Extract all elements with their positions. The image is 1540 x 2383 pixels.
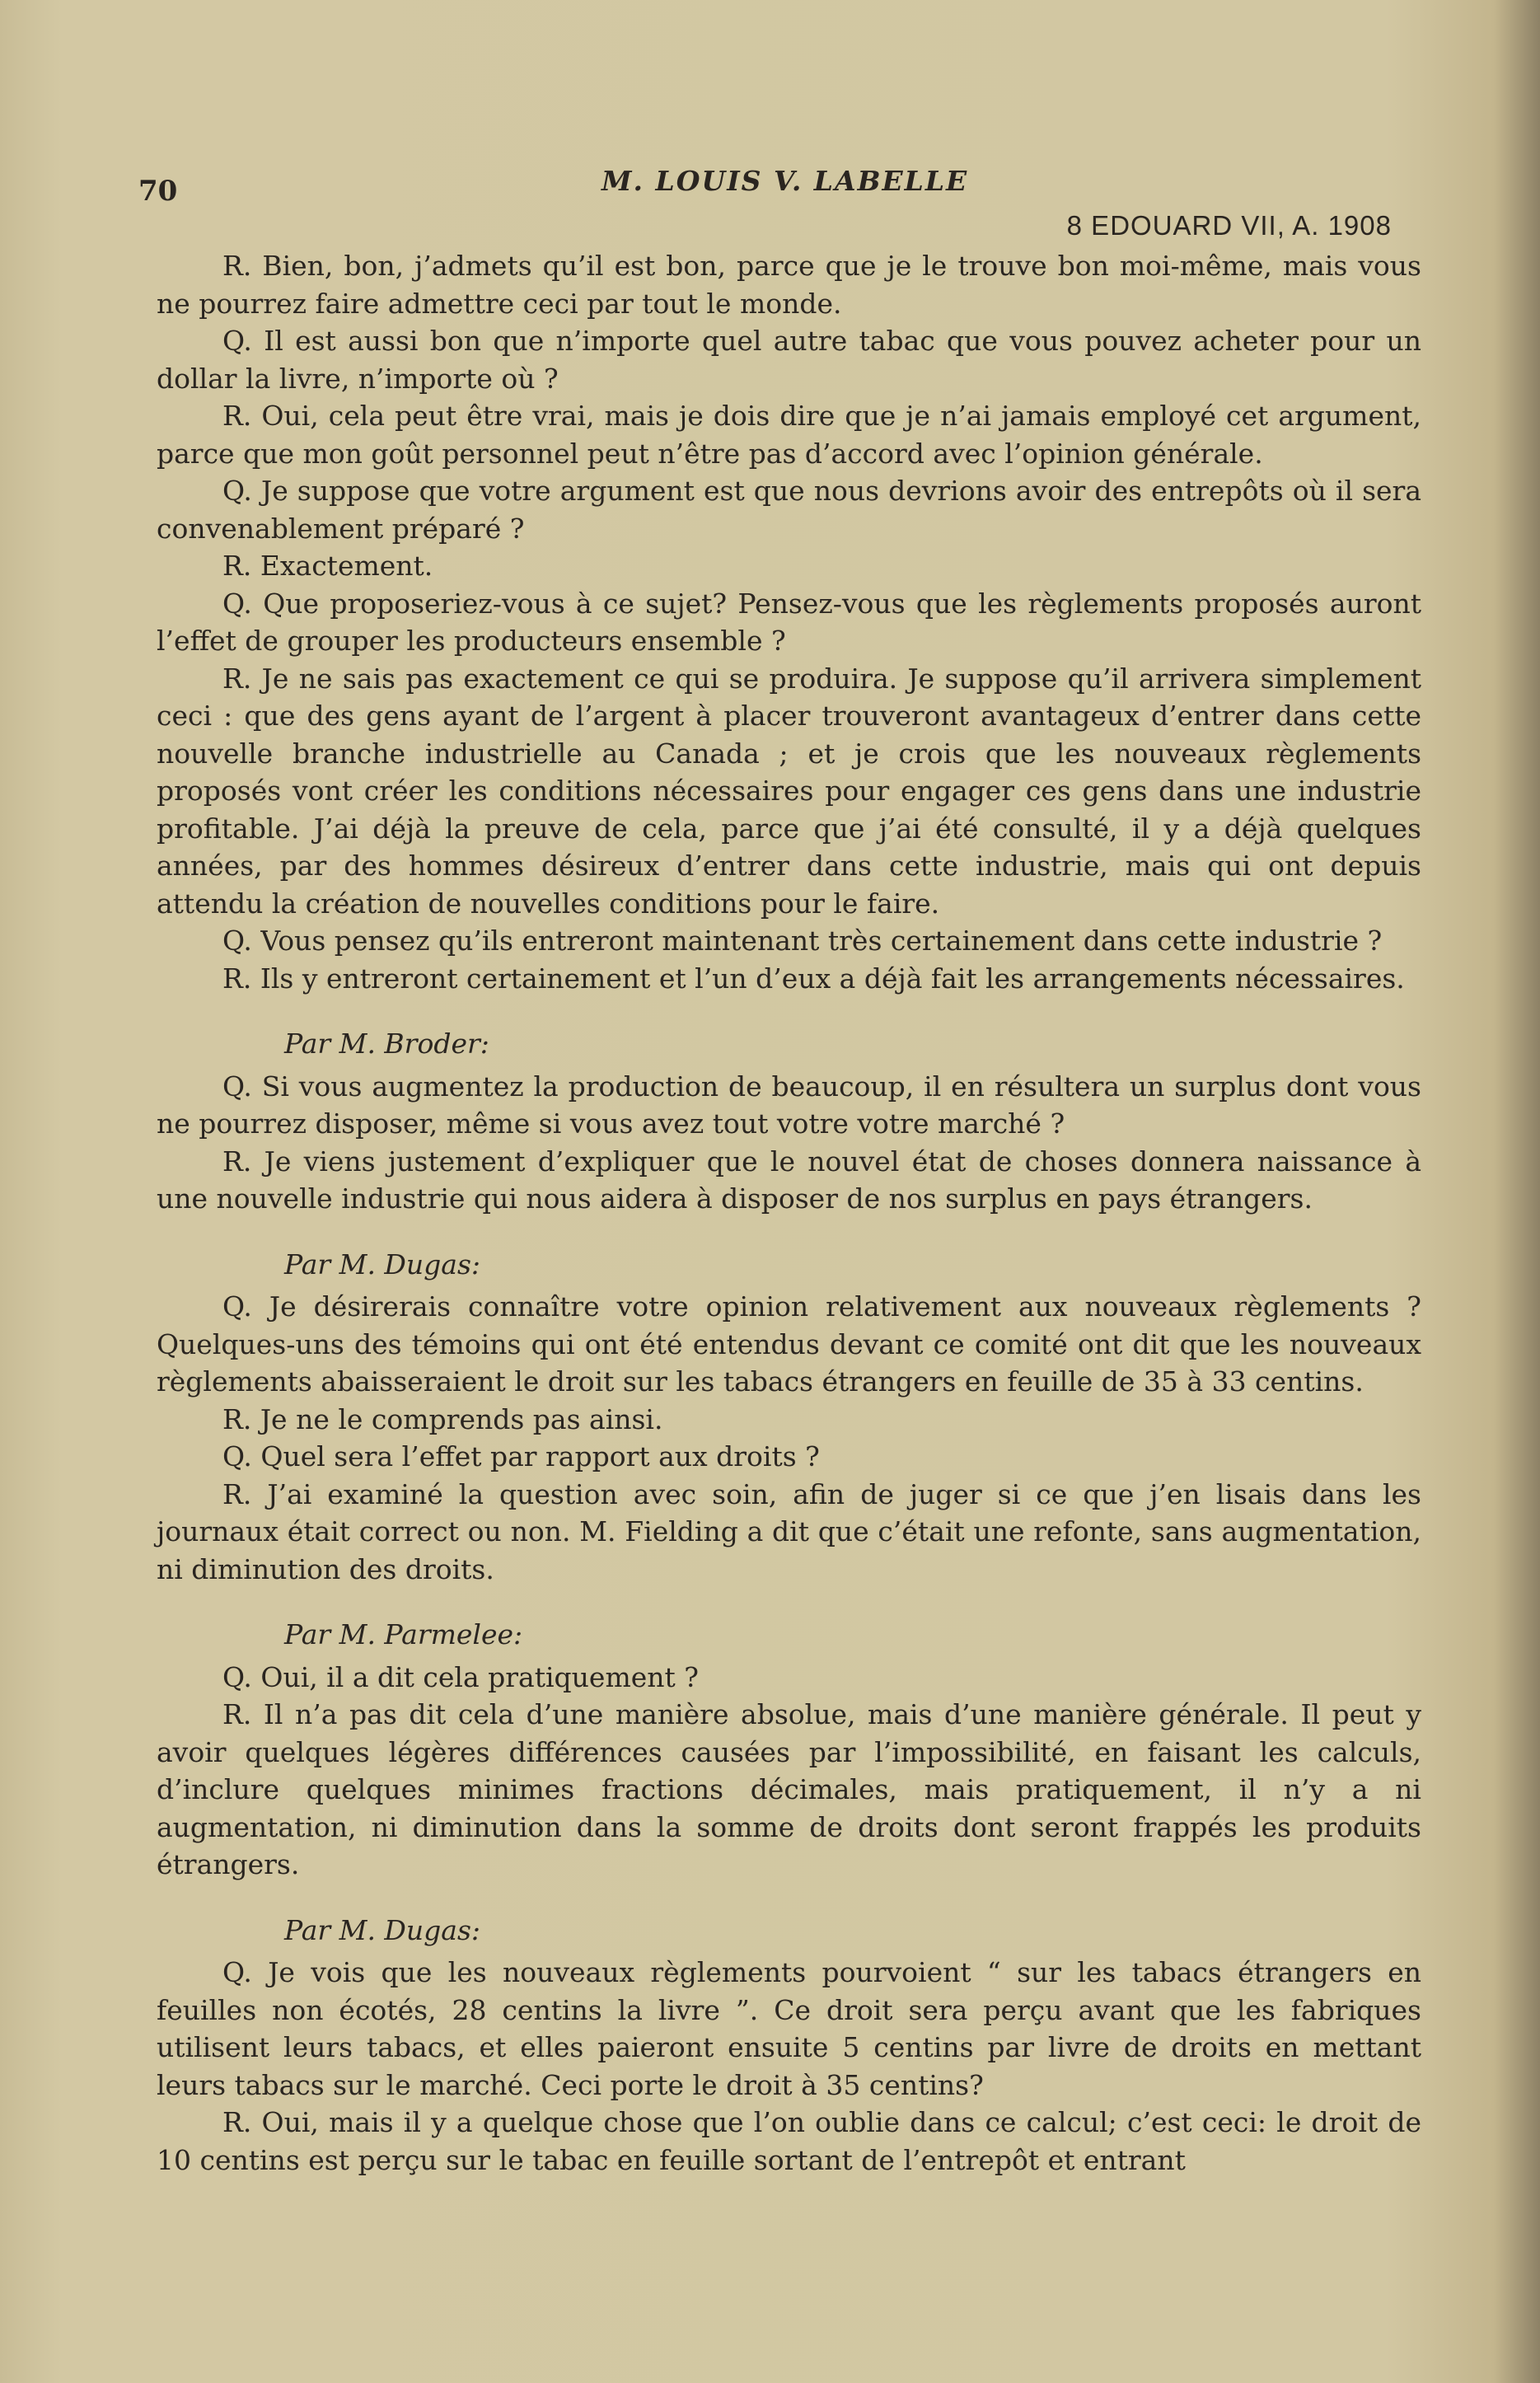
speaker-heading: Par M. Broder: bbox=[284, 1028, 489, 1060]
paragraph: Q. Oui, il a dit cela pratiquement ? bbox=[222, 1660, 699, 1693]
paragraph: Q. Quel sera l’effet par rapport aux droits ? bbox=[222, 1440, 820, 1472]
paragraph: R. Je ne le comprends pas ainsi. bbox=[222, 1402, 663, 1435]
paragraph: R. Je ne sais pas exactement ce qui se produira. Je suppose qu’il arrivera simplement ceci : que des gens ayant de l’argent à placer trouveront avantageux d’entrer dans cette nouvelle branche industrielle au Canada ; et je crois que les nouveaux règlements proposés vont créer les conditions nécessaires pour engager ces gens dans une industrie profitable. J’ai déjà la preuve de cela, parce que j’ai été consulté, il y a déjà quelques années, par des hommes désireux d’entrer dans cette industrie, mais qui ont depuis attendu la création de nouvelles conditions pour le faire. bbox=[157, 662, 1421, 920]
paragraph: Q. Je suppose que votre argument est que nous devrions avoir des entrepôts où il sera convenablement préparé ? bbox=[157, 475, 1421, 545]
speaker-heading: Par M. Dugas: bbox=[284, 1913, 480, 1946]
paragraph: R. Oui, mais il y a quelque chose que l’on oublie dans ce calcul; c’est ceci: le droit de 10 centins est perçu sur le tabac en feuille sortant de l’entrepôt et entrant bbox=[157, 2106, 1421, 2176]
paragraph: R. Bien, bon, j’admets qu’il est bon, parce que je le trouve bon moi-même, mais vous ne pourrez faire admettre ceci par tout le monde. bbox=[157, 250, 1421, 320]
page-header bbox=[0, 157, 1540, 241]
paragraph: R. J’ai examiné la question avec soin, afin de juger si ce que j’en lisais dans les journaux était correct ou non. M. Fielding a dit que c’était une refonte, sans augmentation, ni diminution des droits. bbox=[157, 1477, 1421, 1585]
speaker-heading: Par M. Dugas: bbox=[284, 1248, 480, 1280]
paragraph: Q. Il est aussi bon que n’importe quel autre tabac que vous pouvez acheter pour un dollar la livre, n’importe où ? bbox=[157, 325, 1421, 395]
paragraph: Q. Je vois que les nouveaux règlements pourvoient “ sur les tabacs étrangers en feuilles non écotés, 28 centins la livre ”. Ce droit sera perçu avant que les fabriques utilisent leurs tabacs, et elles paieront ensuite 5 centins par livre de droits en mettant leurs tabacs sur le marché. Ceci porte le droit à 35 centins? bbox=[157, 1956, 1421, 2101]
paragraph: Q. Je désirerais connaître votre opinion relativement aux nouveaux règlements ? Quelques-uns des témoins qui ont été entendus devant ce comité ont dit que les nouveaux règlements abaisseraient le droit sur les tabacs étrangers en feuille de 35 à 33 centins. bbox=[157, 1290, 1421, 1397]
paragraph: R. Je viens justement d’expliquer que le nouvel état de choses donnera naissance à une nouvelle industrie qui nous aidera à disposer de nos surplus en pays étrangers. bbox=[157, 1145, 1421, 1215]
page-number: 70 bbox=[138, 175, 178, 208]
paragraph: Q. Vous pensez qu’ils entreront maintenant très certainement dans cette industrie ? bbox=[222, 925, 1383, 957]
paragraph: Q. Si vous augmentez la production de beaucoup, il en résultera un surplus dont vous ne pourrez disposer, même si vous avez tout votre votre marché ? bbox=[157, 1070, 1421, 1140]
body-text bbox=[157, 247, 1421, 2179]
paragraph: R. Exactement. bbox=[222, 550, 433, 582]
paragraph: Q. Que proposeriez-vous à ce sujet? Pensez-vous que les règlements proposés auront l’effet de grouper les producteurs ensemble ? bbox=[157, 587, 1421, 657]
running-title: M. LOUIS V. LABELLE bbox=[601, 165, 969, 197]
edition-line: 8 EDOUARD VII, A. 1908 bbox=[1066, 210, 1392, 241]
paragraph: R. Il n’a pas dit cela d’une manière absolue, mais d’une manière générale. Il peut y avoir quelques légères différences causées par l’impossibilité, en faisant les calculs, d’inclure quelques minimes fractions décimales, mais pratiquement, il n’y a ni augmentation, ni diminution dans la somme de droits dont seront frappés les produits étrangers. bbox=[157, 1698, 1421, 1880]
paragraph: R. Oui, cela peut être vrai, mais je dois dire que je n’ai jamais employé cet argument, parce que mon goût personnel peut n’être pas d’accord avec l’opinion générale. bbox=[157, 400, 1421, 470]
paragraph: R. Ils y entreront certainement et l’un d’eux a déjà fait les arrangements nécessaires. bbox=[222, 962, 1405, 995]
speaker-heading: Par M. Parmelee: bbox=[284, 1618, 523, 1650]
